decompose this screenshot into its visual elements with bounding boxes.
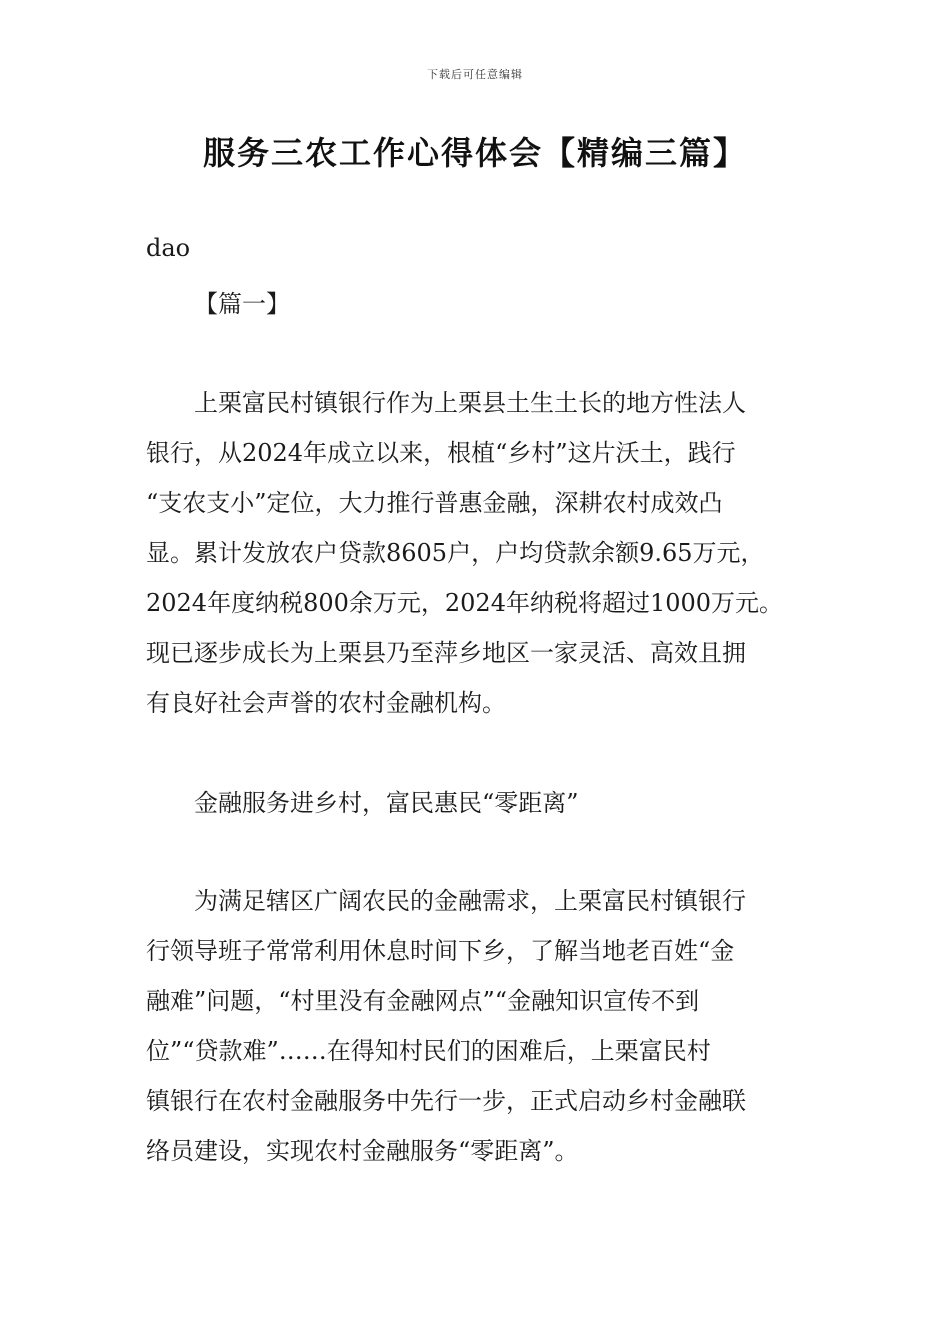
paragraph-line: 银行，从2024年成立以来，根植“乡村”这片沃土，践行 bbox=[146, 439, 736, 467]
document-title: 服务三农工作心得体会【精编三篇】 bbox=[202, 134, 747, 172]
paragraph-line: 有良好社会声誉的农村金融机构。 bbox=[146, 689, 506, 717]
paragraph-line: 融难”问题，“村里没有金融网点”“金融知识宣传不到 bbox=[146, 987, 700, 1015]
paragraph-line: 2024年度纳税800余万元，2024年纳税将超过1000万元。 bbox=[146, 589, 784, 617]
paragraph-line: “支农支小”定位，大力推行普惠金融，深耕农村成效凸 bbox=[146, 489, 723, 517]
header-note: 下载后可任意编辑 bbox=[427, 68, 523, 81]
paragraph-line: 上栗富民村镇银行作为上栗县土生土长的地方性法人 bbox=[194, 389, 746, 417]
paragraph-line: 络员建设，实现农村金融服务“零距离”。 bbox=[146, 1137, 579, 1165]
paragraph-line: 现已逐步成长为上栗县乃至萍乡地区一家灵活、高效且拥 bbox=[146, 639, 746, 667]
subheading: 金融服务进乡村，富民惠民“零距离” bbox=[194, 789, 579, 817]
paragraph-line: 位”“贷款难”……在得知村民们的困难后，上栗富民村 bbox=[146, 1037, 711, 1065]
paragraph-line: 镇银行在农村金融服务中先行一步，正式启动乡村金融联 bbox=[146, 1087, 746, 1115]
paragraph-line: 行领导班子常常利用休息时间下乡，了解当地老百姓“金 bbox=[146, 937, 735, 965]
paragraph-line: 显。累计发放农户贷款8605户，户均贷款余额9.65万元， bbox=[146, 539, 765, 567]
intro-text: dao bbox=[146, 234, 191, 262]
paragraph-line: 为满足辖区广阔农民的金融需求，上栗富民村镇银行 bbox=[194, 887, 746, 915]
section-heading: 【篇一】 bbox=[194, 290, 290, 318]
